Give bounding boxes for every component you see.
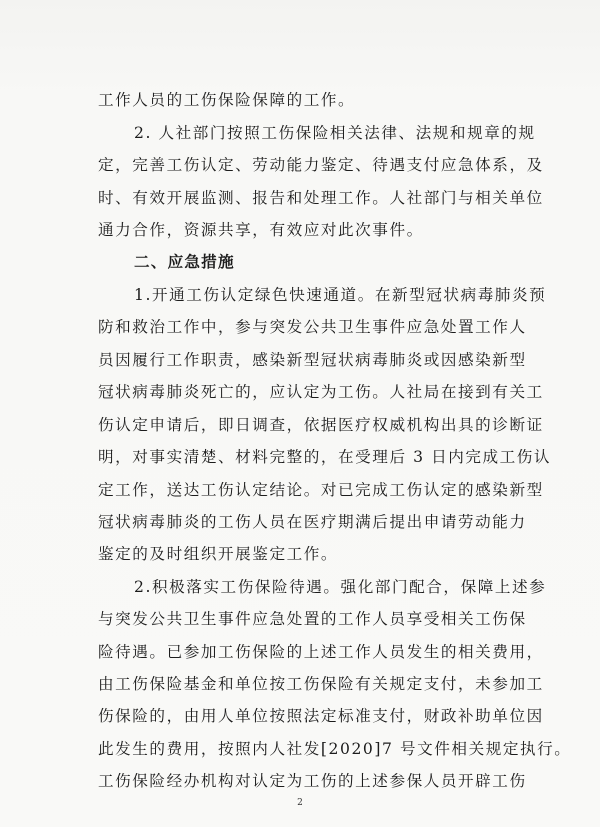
text-line: 伤保险的，由用人单位按照法定标准支付，财政补助单位因 — [98, 707, 544, 725]
text-line: 工伤保险经办机构对认定为工伤的上述参保人员开辟工伤 — [98, 772, 527, 790]
text-line: 鉴定的及时组织开展鉴定工作。 — [98, 545, 339, 563]
text-line: 2. 人社部门按照工伤保险相关法律、法规和规章的规 — [134, 124, 536, 142]
text-line: 定工作，送达工伤认定结论。对已完成工伤认定的感染新型 — [98, 481, 544, 499]
text-line: 冠状病毒肺炎的工伤人员在医疗期满后提出申请劳动能力 — [98, 513, 527, 531]
text-line: 通力合作，资源共享，有效应对此次事件。 — [98, 221, 424, 239]
section-heading: 二、应急措施 — [134, 253, 235, 271]
text-line: 与突发公共卫生事件应急处置的工作人员享受相关工伤保 — [98, 610, 527, 628]
text-line: 伤认定申请后，即日调查，依据医疗权威机构出具的诊断证 — [98, 416, 544, 434]
text-line: 明，对事实清楚、材料完整的，在受理后 3 日内完成工伤认 — [98, 448, 552, 466]
text-line: 时、有效开展监测、报告和处理工作。人社部门与相关单位 — [98, 189, 544, 207]
text-line: 险待遇。已参加工伤保险的上述工作人员发生的相关费用， — [98, 643, 544, 661]
text-line: 2.积极落实工伤保险待遇。强化部门配合，保障上述参 — [134, 578, 547, 596]
text-line: 防和救治工作中，参与突发公共卫生事件应急处置工作人 — [98, 318, 527, 336]
page-number: 2 — [297, 798, 303, 808]
text-line: 由工伤保险基金和单位按工伤保险有关规定支付，未参加工 — [98, 675, 544, 693]
text-line: 定，完善工伤认定、劳动能力鉴定、待遇支付应急体系，及 — [98, 156, 544, 174]
text-line: 此发生的费用，按照内人社发[2020]7 号文件相关规定执行。 — [98, 740, 572, 758]
text-line: 1.开通工伤认定绿色快速通道。在新型冠状病毒肺炎预 — [134, 286, 547, 304]
text-line: 工作人员的工伤保险保障的工作。 — [98, 91, 356, 109]
text-line: 员因履行工作职责，感染新型冠状病毒肺炎或因感染新型 — [98, 351, 527, 369]
text-line: 冠状病毒肺炎死亡的，应认定为工伤。人社局在接到有关工 — [98, 383, 544, 401]
